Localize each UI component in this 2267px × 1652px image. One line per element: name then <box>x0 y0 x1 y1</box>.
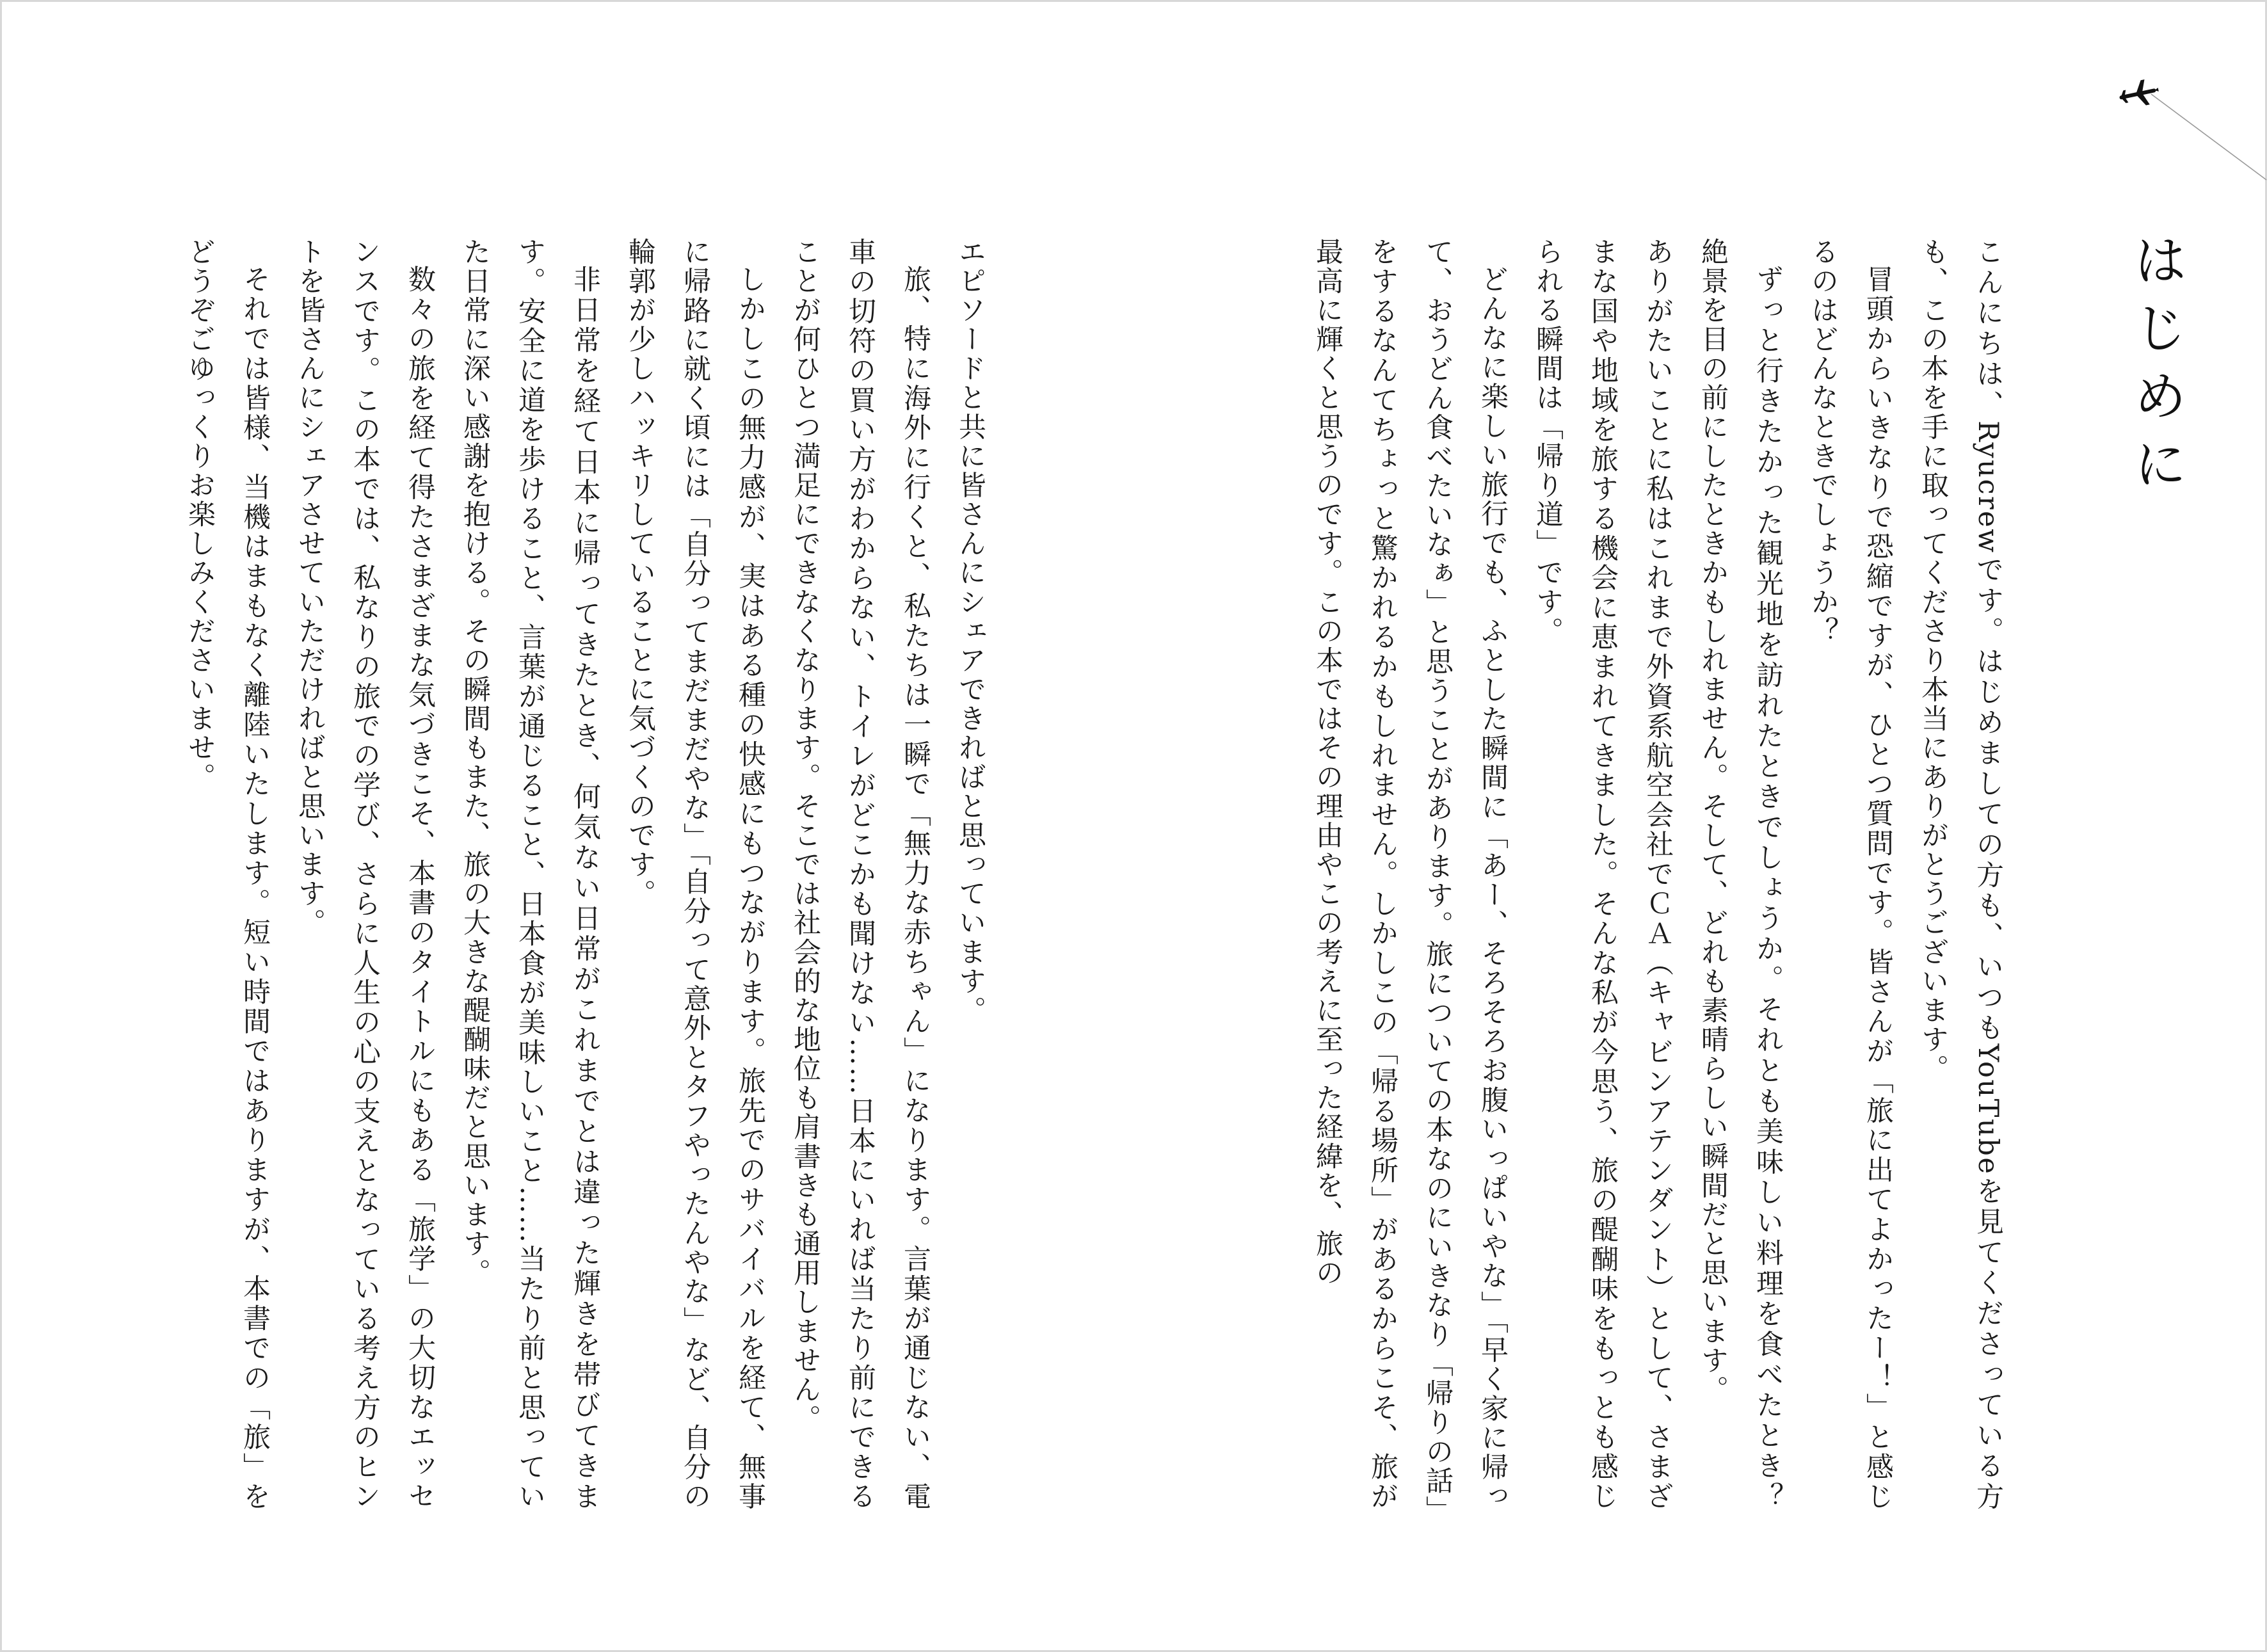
paragraph: 旅、特に海外に行くと、私たちは一瞬で「無力な赤ちゃん」になります。言葉が通じない、電車の切符の買い方がわからない、トイレがどこかも聞けない……日本にいれば当たり前にできることが何ひとつ満足にできなくなります。そこでは社会的な地位も肩書きも通用しません。 <box>789 237 931 1511</box>
paragraph: それでは皆様、当機はまもなく離陸いたします。短い時間ではありますが、本書での「旅」をどうぞごゆっくりお楽しみくださいませ。 <box>184 237 271 1511</box>
paragraph: エピソードと共に皆さんにシェアできればと思っています。 <box>954 237 986 1025</box>
paragraph: ずっと行きたかった観光地を訪れたときでしょうか。それとも美味しい料理を食べたとき？ 絶景を目の前にしたときかもしれません。そして、どれも素晴らしい瞬間だと思います。 <box>1697 237 1784 1541</box>
paragraph: 冒頭からいきなりで恐縮ですが、ひとつ質問です。皆さんが「旅に出てよかったー！」と感じるのはどんなときでしょうか？ <box>1807 237 1894 1511</box>
body-text-left <box>115 237 998 1511</box>
paragraph: こんにちは、Ryucrewです。はじめましての方も、いつもYouTubeを見てくださっている方も、この本を手に取ってくださり本当にありがとうございます。 <box>1917 237 2004 1511</box>
paragraph: 非日常を経て日本に帰ってきたとき、何気ない日常がこれまでとは違った輝きを帯びてきます。安全に道を歩けること、言葉が通じること、日本食が美味しいこと……当たり前と思っていた日常に深い感謝を抱ける。その瞬間もまた、旅の大きな醍醐味だと思います。 <box>459 237 601 1511</box>
paragraph: ありがたいことに私はこれまで外資系航空会社でＣＡ（キャビンアテンダント）として、さまざまな国や地域を旅する機会に恵まれてきました。そんな私が今思う、旅の醍醐味をもっとも感じられる瞬間は「帰り道」です。 <box>1532 237 1674 1511</box>
paragraph: どんなに楽しい旅行でも、ふとした瞬間に「あー、そろそろお腹いっぱいやな」「早く家に帰って、おうどん食べたいなぁ」と思うことがあります。旅についての本なのにいきなり「帰りの話」をするなんてちょっと驚かれるかもしれません。しかしこの「帰る場所」があるからこそ、旅が最高に輝くと思うのです。この本ではその理由やこの考えに至った経緯を、旅の <box>1311 237 1509 1511</box>
paragraph: 数々の旅を経て得たさまざまな気づきこそ、本書のタイトルにもある「旅学」の大切なエッセンスです。この本では、私なりの旅での学び、さらに人生の心の支えとなっている考え方のヒントを皆さんにシェアさせていただければと思います。 <box>294 237 436 1511</box>
airplane-icon <box>2114 66 2267 181</box>
body-text-right <box>1299 237 2015 1541</box>
page-title: はじめに <box>2125 232 2188 504</box>
paragraph: しかしこの無力感が、実はある種の快感にもつながります。旅先でのサバイバルを経て、無事に帰路に就く頃には「自分ってまだまだやな」「自分って意外とタフやったんやな」など、自分の輪郭が少しハッキリしていることに気づくのです。 <box>624 237 766 1511</box>
